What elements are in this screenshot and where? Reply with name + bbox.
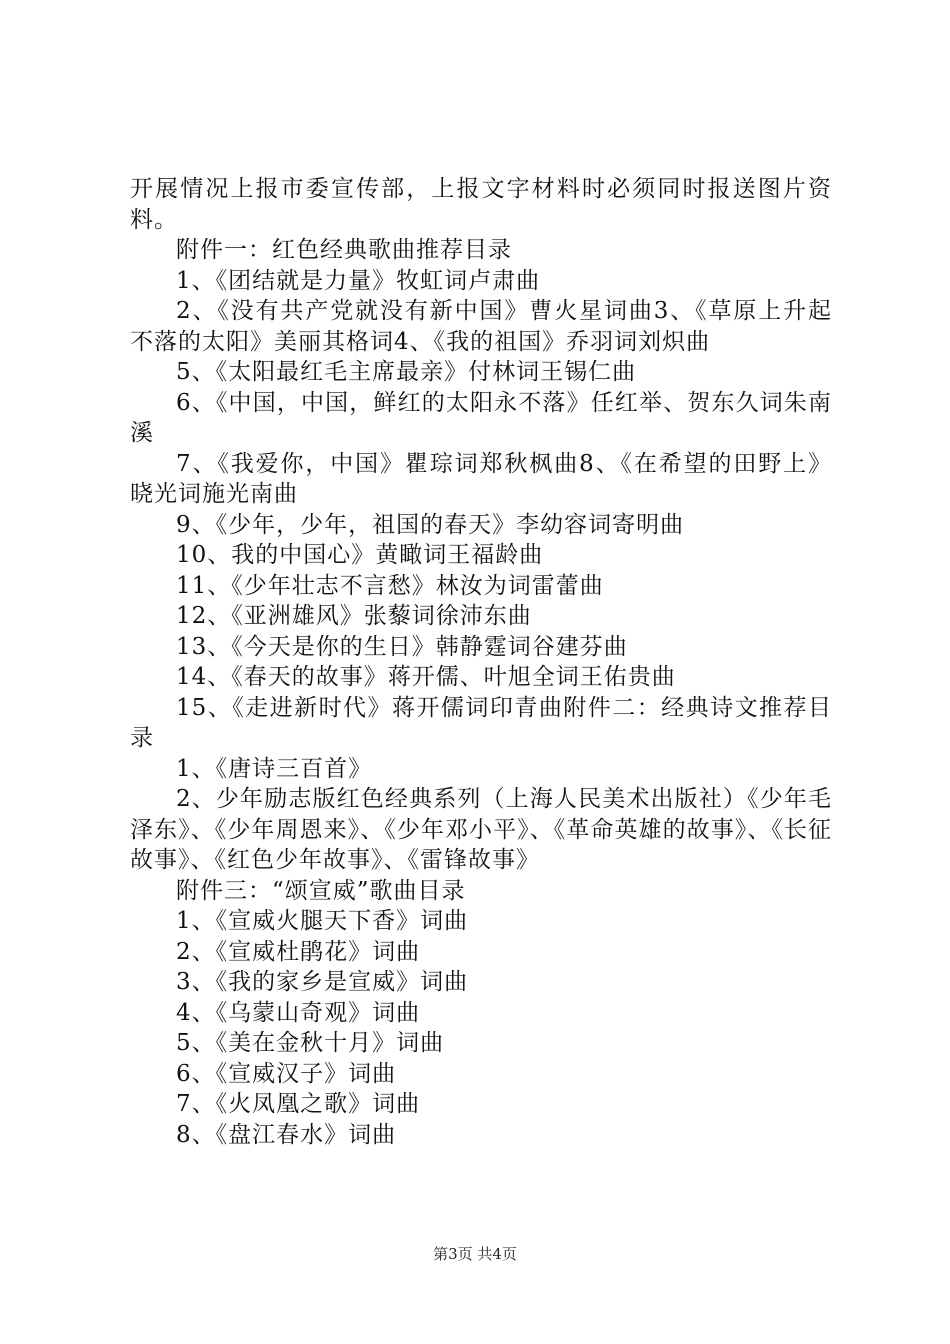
list-item: 2、《宣威杜鹃花》词曲 xyxy=(176,938,421,965)
list-item: 7、《火凤凰之歌》词曲 xyxy=(176,1091,421,1117)
list-item: 13、《今天是你的生日》韩静霆词谷建芬曲 xyxy=(176,633,628,660)
list-item: 9、《少年，少年，祖国的春天》李幼容词寄明曲 xyxy=(176,511,685,538)
list-item: 8、《盘江春水》词曲 xyxy=(176,1121,397,1148)
page-footer: 第3页 共4页 xyxy=(433,1245,517,1263)
paragraph: 附件一：红色经典歌曲推荐目录 xyxy=(176,237,512,263)
list-item: 1、《宣威火腿天下香》词曲 xyxy=(176,908,469,934)
list-item: 2、少年励志版红色经典系列（上海人民美术出版社）《少年毛泽东》、《少年周恩来》、《少年邓小平》、《革命英雄的故事》、《长征故事》、《红色少年故事》、《雷锋故事》 xyxy=(130,786,832,873)
list-item: 7、《我爱你，中国》瞿琮词郑秋枫曲8、《在希望的田野上》晓光词施光南曲 xyxy=(130,450,832,507)
list-item: 15、《走进新时代》蒋开儒词印青曲附件二：经典诗文推荐目录 xyxy=(130,694,832,751)
list-item: 1、《团结就是力量》牧虹词卢肃曲 xyxy=(176,267,541,294)
list-item: 11、《少年壮志不言愁》林汝为词雷蕾曲 xyxy=(176,572,604,599)
list-item: 4、《乌蒙山奇观》词曲 xyxy=(176,999,421,1026)
list-item: 3、《我的家乡是宣威》词曲 xyxy=(176,969,469,995)
list-item: 14、《春天的故事》蒋开儒、叶旭全词王佑贵曲 xyxy=(176,664,676,690)
list-item: 5、《美在金秋十月》词曲 xyxy=(176,1030,445,1056)
paragraph: 开展情况上报市委宣传部，上报文字材料时必须同时报送图片资料。 xyxy=(130,176,832,233)
list-item: 6、《中国，中国，鲜红的太阳永不落》任红举、贺东久词朱南溪 xyxy=(130,389,832,446)
list-item: 1、《唐诗三百首》 xyxy=(176,755,373,782)
list-item: 2、《没有共产党就没有新中国》曹火星词曲3、《草原上升起不落的太阳》美丽其格词4、《我的祖国》乔羽词刘炽曲 xyxy=(130,298,832,355)
document-body xyxy=(130,174,832,1150)
list-item: 10、我的中国心》黄瞰词王福龄曲 xyxy=(176,542,544,568)
list-item: 12、《亚洲雄风》张藜词徐沛东曲 xyxy=(176,603,532,629)
paragraph: 附件三：“颂宣威”歌曲目录 xyxy=(176,877,466,904)
list-item: 5、《太阳最红毛主席最亲》付林词王锡仁曲 xyxy=(176,359,637,385)
list-item: 6、《宣威汉子》词曲 xyxy=(176,1060,397,1087)
